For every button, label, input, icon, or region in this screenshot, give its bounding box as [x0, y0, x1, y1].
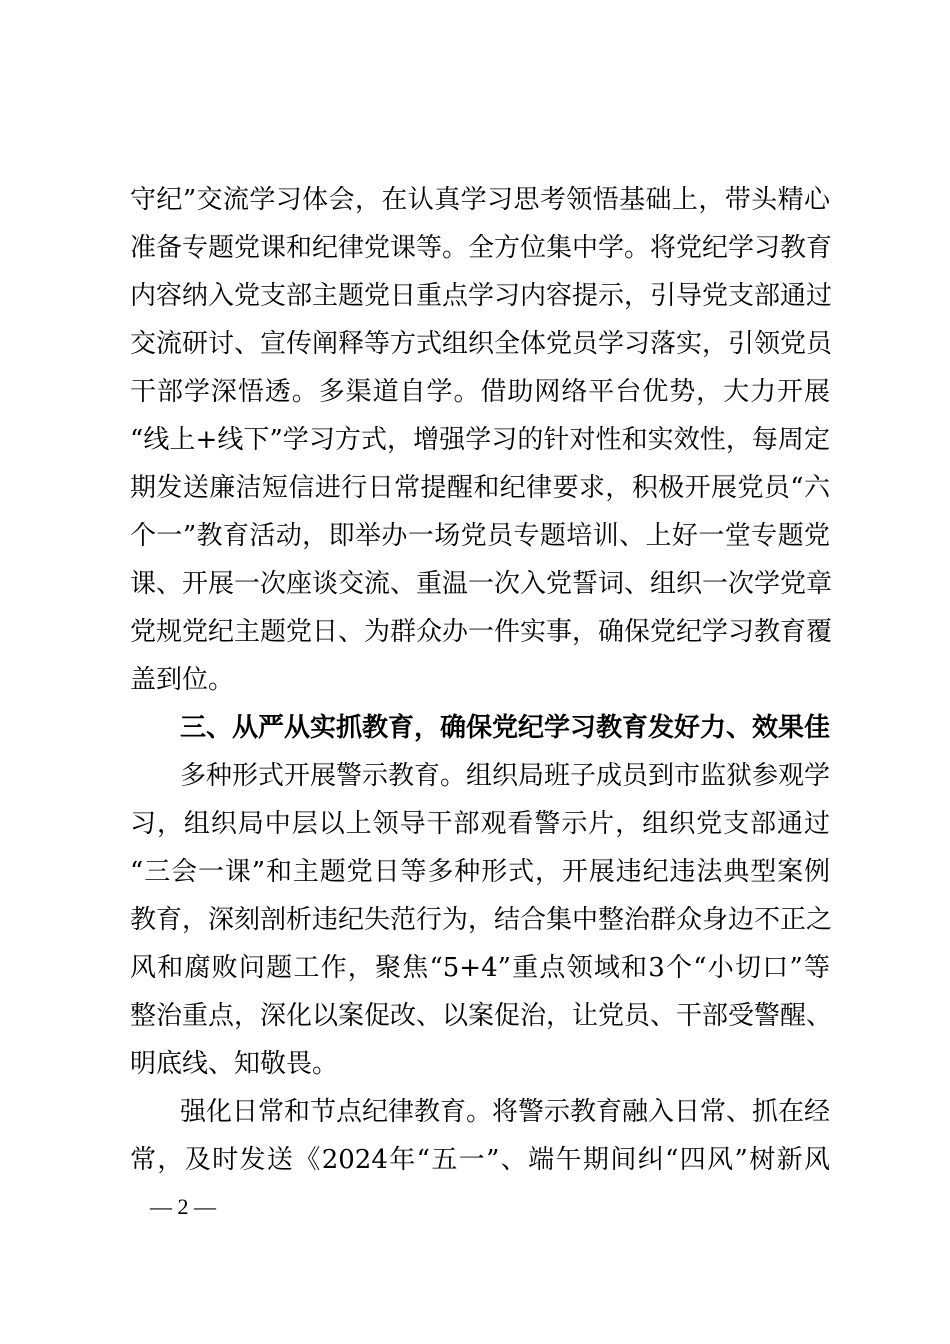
- section-heading-3: 三、从严从实抓教育，确保党纪学习教育发好力、效果佳: [180, 713, 831, 743]
- paragraph-2-line-6: 整治重点，深化以案促改、以案促治，让党员、干部受警醒、: [130, 1001, 833, 1031]
- paragraph-1-line-5: 干部学深悟透。多渠道自学。借助网络平台优势，大力开展: [130, 377, 830, 407]
- paragraph-1-line-8: 个一”教育活动，即举办一场党员专题培训、上好一堂专题党: [130, 521, 830, 551]
- paragraph-1-line-10: 党规党纪主题党日、为群众办一件实事，确保党纪学习教育覆: [130, 617, 833, 647]
- paragraph-3-line-2: 常，及时发送《2024年“五一”、端午期间纠“四风”树新风: [130, 1145, 830, 1175]
- paragraph-2-line-1: 多种形式开展警示教育。组织局班子成员到市监狱参观学: [180, 761, 831, 791]
- paragraph-1-line-11: 盖到位。: [130, 665, 235, 695]
- paragraph-1-line-4: 交流研讨、宣传阐释等方式组织全体党员学习落实，引领党员: [130, 329, 833, 359]
- paragraph-2-line-2: 习，组织局中层以上领导干部观看警示片，组织党支部通过: [130, 809, 830, 839]
- paragraph-2-line-4: 教育，深刻剖析违纪失范行为，结合集中整治群众身边不正之: [130, 905, 833, 935]
- paragraph-2-line-3: “三会一课”和主题党日等多种形式，开展违纪违法典型案例: [130, 857, 830, 887]
- paragraph-2-line-5: 风和腐败问题工作，聚焦“5+4”重点领域和3个“小切口”等: [130, 953, 830, 983]
- page-number: — 2 —: [150, 1194, 216, 1219]
- paragraph-1-line-1: 守纪”交流学习体会，在认真学习思考领悟基础上，带头精心: [130, 185, 830, 215]
- paragraph-3-line-1: 强化日常和节点纪律教育。将警示教育融入日常、抓在经: [180, 1097, 831, 1127]
- paragraph-1-line-7: 期发送廉洁短信进行日常提醒和纪律要求，积极开展党员“六: [130, 473, 830, 503]
- paragraph-1-line-9: 课、开展一次座谈交流、重温一次入党誓词、组织一次学党章: [130, 569, 833, 599]
- paragraph-1-line-2: 准备专题党课和纪律党课等。全方位集中学。将党纪学习教育: [130, 233, 833, 263]
- paragraph-1-line-6: “线上+线下”学习方式，增强学习的针对性和实效性，每周定: [130, 425, 830, 455]
- paragraph-2-line-7: 明底线、知敬畏。: [130, 1049, 339, 1079]
- paragraph-1-line-3: 内容纳入党支部主题党日重点学习内容提示，引导党支部通过: [130, 281, 833, 311]
